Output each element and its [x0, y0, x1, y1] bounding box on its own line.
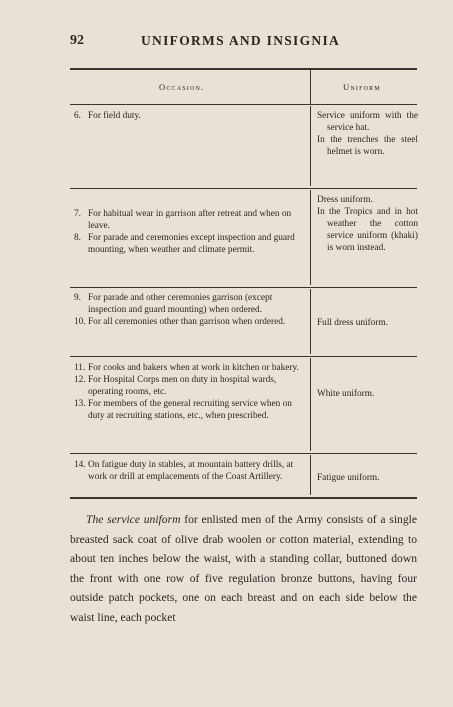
- page-title: UNIFORMS AND INSIGNIA: [141, 33, 341, 48]
- row-rule: [70, 356, 417, 357]
- row-rule: [70, 453, 417, 454]
- table-row-uniform: [317, 388, 418, 400]
- table-row-uniform: [317, 110, 418, 158]
- body-text: for enlisted men of the Army consists of a single breasted sack coat of olive drab woolen or cotton material, extending to about ten inches below the waist, with a standing collar, buttoned down the front with one row of five regulation bronze buttons, having four outside patch pockets, one on each breast and on each side below the waist line, each pocket: [70, 513, 418, 624]
- uniform-item: Dress uniform.: [317, 195, 373, 205]
- occasion-item: 11. For cooks and bakers when at work in kitchen or bakery.: [74, 363, 299, 373]
- uniform-item: Full dress uniform.: [317, 318, 389, 328]
- column-divider: [310, 455, 311, 495]
- column-divider: [310, 69, 311, 105]
- occasion-item: 6. For field duty.: [74, 111, 141, 121]
- uniform-item: In the trenches the steel helmet is worn.: [317, 135, 418, 157]
- occasion-item: 13. For members of the general recruiting service when on duty at recruiting stations, etc., when prescribed.: [74, 399, 292, 421]
- row-rule: [70, 287, 417, 288]
- page-number: 92: [70, 33, 84, 48]
- table-row-occasion: [74, 459, 306, 483]
- uniform-item: In the Tropics and in hot weather the cotton service uniform (khaki) is worn instead.: [317, 207, 418, 253]
- occasion-item: 7. For habitual wear in garrison after retreat and when on leave.: [74, 209, 292, 231]
- uniform-item: White uniform.: [317, 389, 375, 399]
- occasion-item: 12. For Hospital Corps men on duty in hospital wards, operating rooms, etc.: [74, 375, 277, 397]
- header-rule: [70, 104, 417, 105]
- body-paragraph: [70, 510, 417, 628]
- table-row-occasion: [74, 362, 306, 422]
- row-rule: [70, 188, 417, 189]
- occasion-item: 8. For parade and ceremonies except inspection and guard mounting, when weather and climate permit.: [74, 233, 295, 255]
- table-row-occasion: [74, 110, 306, 122]
- table-bottom-rule: [70, 497, 417, 499]
- uniform-item: Fatigue uniform.: [317, 473, 380, 483]
- column-divider: [310, 190, 311, 285]
- body-lead-italic: The service uniform: [86, 513, 181, 526]
- column-header-occasion: Occasion.: [159, 82, 205, 92]
- occasion-item: 14. On fatigue duty in stables, at mountain battery drills, at work or drill at emplacements of the Coast Artillery.: [74, 460, 294, 482]
- table-row-uniform: [317, 472, 418, 484]
- occasion-item: 10. For all ceremonies other than garrison when ordered.: [74, 317, 286, 327]
- table-row-uniform: [317, 317, 418, 329]
- table-top-rule: [70, 68, 417, 70]
- uniform-item: Service uniform with the service hat.: [317, 111, 418, 133]
- column-divider: [310, 106, 311, 186]
- occasion-item: 9. For parade and other ceremonies garrison (except inspection and guard mounting) when ordered.: [74, 293, 273, 315]
- table-row-occasion: [74, 292, 306, 328]
- table-row-occasion: [74, 208, 306, 256]
- column-header-uniform: Uniform: [343, 82, 381, 92]
- column-divider: [310, 289, 311, 354]
- table-row-uniform: [317, 194, 418, 254]
- column-divider: [310, 358, 311, 451]
